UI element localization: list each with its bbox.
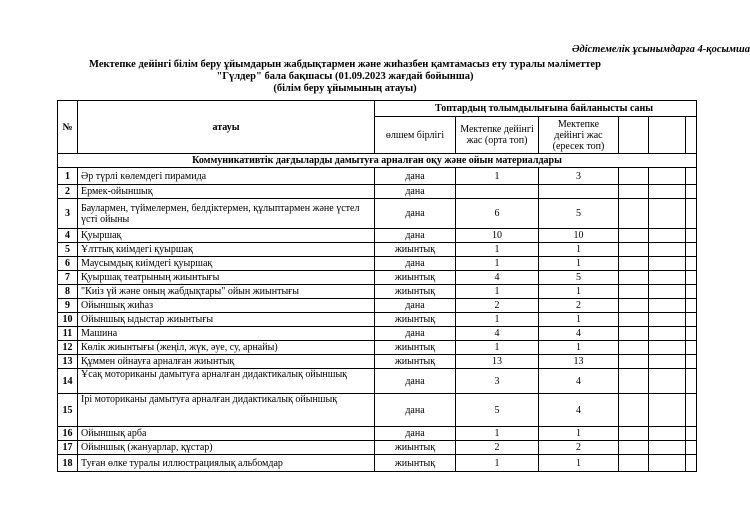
organization-caption: (білім беру ұйымының атауы)	[273, 83, 417, 94]
row-unit: жиынтық	[375, 313, 456, 327]
row-unit: дана	[375, 229, 456, 243]
row-empty	[649, 394, 686, 427]
table-row	[58, 341, 697, 355]
row-empty	[649, 185, 686, 199]
row-unit: дана	[375, 327, 456, 341]
row-empty	[686, 168, 697, 185]
row-middle-count: 4	[456, 327, 539, 341]
row-unit: дана	[375, 199, 456, 229]
row-middle-count: 1	[456, 455, 539, 472]
row-empty	[649, 299, 686, 313]
row-middle-count	[456, 185, 539, 199]
row-name: Ойыншық арба	[78, 427, 375, 441]
row-empty	[686, 257, 697, 271]
row-senior-count: 5	[539, 199, 619, 229]
row-name: Әр түрлі көлемдегі пирамида	[78, 168, 375, 185]
row-middle-count: 2	[456, 441, 539, 455]
row-empty	[686, 441, 697, 455]
table-row	[58, 394, 697, 427]
row-name: Ойыншық ыдыстар жиынтығы	[78, 313, 375, 327]
row-unit: дана	[375, 427, 456, 441]
table-row	[58, 199, 697, 229]
row-number: 15	[58, 394, 78, 427]
row-empty	[649, 271, 686, 285]
row-empty	[649, 168, 686, 185]
row-empty	[619, 229, 649, 243]
row-empty	[649, 327, 686, 341]
table-row	[58, 441, 697, 455]
table-row	[58, 299, 697, 313]
col-header-empty	[649, 117, 686, 154]
row-senior-count: 4	[539, 327, 619, 341]
row-empty	[619, 243, 649, 257]
col-header-middle-group: Мектепке дейінгі жас (орта топ)	[456, 117, 539, 154]
table-row	[58, 168, 697, 185]
table-body	[58, 168, 697, 472]
table-row	[58, 327, 697, 341]
row-senior-count: 1	[539, 341, 619, 355]
row-number: 18	[58, 455, 78, 472]
row-unit: дана	[375, 369, 456, 394]
table-row	[58, 427, 697, 441]
row-middle-count: 1	[456, 313, 539, 327]
row-empty	[649, 427, 686, 441]
row-name: Қуыршақ театрының жиынтығы	[78, 271, 375, 285]
table-row	[58, 313, 697, 327]
col-header-unit: өлшем бірлігі	[375, 117, 456, 154]
row-empty	[686, 355, 697, 369]
table-row	[58, 185, 697, 199]
row-number: 9	[58, 299, 78, 313]
row-empty	[649, 199, 686, 229]
row-empty	[686, 185, 697, 199]
table-row	[58, 229, 697, 243]
row-empty	[686, 341, 697, 355]
row-number: 7	[58, 271, 78, 285]
row-middle-count: 1	[456, 257, 539, 271]
row-middle-count: 1	[456, 168, 539, 185]
row-empty	[619, 341, 649, 355]
row-unit: жиынтық	[375, 271, 456, 285]
row-unit: дана	[375, 257, 456, 271]
row-name: Ермек-ойыншық	[78, 185, 375, 199]
row-name: Ойыншық (жануарлар, құстар)	[78, 441, 375, 455]
row-empty	[686, 271, 697, 285]
row-empty	[686, 369, 697, 394]
row-empty	[619, 199, 649, 229]
annex-label: Әдістемелік ұсынымдарға 4-қосымша	[571, 44, 750, 55]
row-empty	[686, 327, 697, 341]
row-unit: дана	[375, 185, 456, 199]
row-unit: жиынтық	[375, 441, 456, 455]
row-number: 10	[58, 313, 78, 327]
row-senior-count: 1	[539, 243, 619, 257]
row-number: 5	[58, 243, 78, 257]
row-senior-count: 1	[539, 427, 619, 441]
table-row	[58, 243, 697, 257]
row-senior-count: 4	[539, 394, 619, 427]
row-empty	[619, 271, 649, 285]
row-number: 8	[58, 285, 78, 299]
row-empty	[649, 441, 686, 455]
kindergarten-name: "Гүлдер" бала бақшасы (01.09.2023 жағдай бойынша)	[216, 71, 474, 82]
row-number: 4	[58, 229, 78, 243]
row-middle-count: 10	[456, 229, 539, 243]
row-name: "Киіз үй және оның жабдықтары" ойын жиынтығы	[78, 285, 375, 299]
row-number: 11	[58, 327, 78, 341]
row-empty	[649, 455, 686, 472]
document-title: Мектепке дейінгі білім беру ұйымдарын жабдықтармен және жиһазбен қамтамасыз ету туралы мәліметтер	[89, 59, 601, 70]
row-empty	[619, 455, 649, 472]
row-senior-count: 10	[539, 229, 619, 243]
row-number: 3	[58, 199, 78, 229]
row-senior-count: 5	[539, 271, 619, 285]
row-empty	[686, 199, 697, 229]
row-number: 13	[58, 355, 78, 369]
row-empty	[619, 168, 649, 185]
row-middle-count: 3	[456, 369, 539, 394]
row-senior-count: 4	[539, 369, 619, 394]
row-number: 2	[58, 185, 78, 199]
row-middle-count: 1	[456, 427, 539, 441]
table-row	[58, 271, 697, 285]
row-unit: дана	[375, 394, 456, 427]
table-row	[58, 455, 697, 472]
row-name: Көлік жиынтығы (жеңіл, жүк, әуе, су, арнайы)	[78, 341, 375, 355]
row-empty	[686, 427, 697, 441]
col-header-senior-group: Мектепке дейінгі жас (ересек топ)	[539, 117, 619, 154]
row-empty	[686, 455, 697, 472]
row-empty	[619, 355, 649, 369]
row-name: Ірі моториканы дамытуға арналған дидактикалық ойыншық	[78, 394, 375, 427]
row-name: Ұсақ моториканы дамытуға арналған дидактикалық ойыншық	[78, 369, 375, 394]
row-empty	[619, 327, 649, 341]
row-number: 12	[58, 341, 78, 355]
row-unit: жиынтық	[375, 341, 456, 355]
row-middle-count: 4	[456, 271, 539, 285]
row-unit: дана	[375, 299, 456, 313]
col-header-group: Топтардың толымдылығына байланысты саны	[375, 101, 697, 117]
row-empty	[619, 394, 649, 427]
row-middle-count: 5	[456, 394, 539, 427]
row-middle-count: 1	[456, 243, 539, 257]
col-header-name: атауы	[78, 101, 375, 154]
row-unit: дана	[375, 168, 456, 185]
row-middle-count: 13	[456, 355, 539, 369]
row-empty	[619, 257, 649, 271]
row-empty	[619, 285, 649, 299]
row-empty	[619, 427, 649, 441]
row-name: Ойыншық жиһаз	[78, 299, 375, 313]
row-middle-count: 1	[456, 341, 539, 355]
row-number: 1	[58, 168, 78, 185]
row-middle-count: 1	[456, 285, 539, 299]
row-name: Құммен ойнауға арналған жиынтық	[78, 355, 375, 369]
table-row	[58, 355, 697, 369]
table-row	[58, 285, 697, 299]
row-empty	[649, 285, 686, 299]
table-row	[58, 257, 697, 271]
row-senior-count: 2	[539, 441, 619, 455]
row-empty	[686, 299, 697, 313]
row-senior-count: 1	[539, 455, 619, 472]
row-senior-count: 1	[539, 285, 619, 299]
row-empty	[619, 369, 649, 394]
row-name: Ұлттық киімдегі қуыршақ	[78, 243, 375, 257]
section-title: Коммуникативтік дағдыларды дамытуға арналған оқу және ойын материалдары	[58, 154, 697, 168]
row-name: Баулармен, түймелермен, белдіктермен, құлыптармен және үстел үсті ойыны	[78, 199, 375, 229]
row-name: Туған өлке туралы иллюстрациялық альбомдар	[78, 455, 375, 472]
row-empty	[649, 257, 686, 271]
row-empty	[686, 229, 697, 243]
col-header-empty	[686, 117, 697, 154]
row-empty	[686, 285, 697, 299]
row-empty	[686, 243, 697, 257]
row-empty	[649, 243, 686, 257]
row-unit: жиынтық	[375, 355, 456, 369]
row-unit: жиынтық	[375, 285, 456, 299]
table-row	[58, 369, 697, 394]
row-middle-count: 6	[456, 199, 539, 229]
row-empty	[649, 229, 686, 243]
row-empty	[649, 313, 686, 327]
row-middle-count: 2	[456, 299, 539, 313]
row-unit: жиынтық	[375, 243, 456, 257]
col-header-no: №	[58, 101, 78, 154]
row-empty	[649, 355, 686, 369]
row-empty	[686, 313, 697, 327]
row-empty	[619, 299, 649, 313]
row-empty	[619, 313, 649, 327]
row-name: Машина	[78, 327, 375, 341]
row-number: 16	[58, 427, 78, 441]
row-empty	[686, 394, 697, 427]
row-senior-count: 1	[539, 257, 619, 271]
row-senior-count: 13	[539, 355, 619, 369]
row-empty	[619, 441, 649, 455]
row-senior-count: 2	[539, 299, 619, 313]
row-empty	[619, 185, 649, 199]
row-name: Маусымдық киімдегі қуыршақ	[78, 257, 375, 271]
row-number: 17	[58, 441, 78, 455]
row-unit: жиынтық	[375, 455, 456, 472]
row-senior-count	[539, 185, 619, 199]
col-header-empty	[619, 117, 649, 154]
row-senior-count: 3	[539, 168, 619, 185]
row-name: Қуыршақ	[78, 229, 375, 243]
row-number: 6	[58, 257, 78, 271]
row-number: 14	[58, 369, 78, 394]
equipment-table	[57, 100, 697, 472]
row-empty	[649, 341, 686, 355]
row-senior-count: 1	[539, 313, 619, 327]
row-empty	[649, 369, 686, 394]
